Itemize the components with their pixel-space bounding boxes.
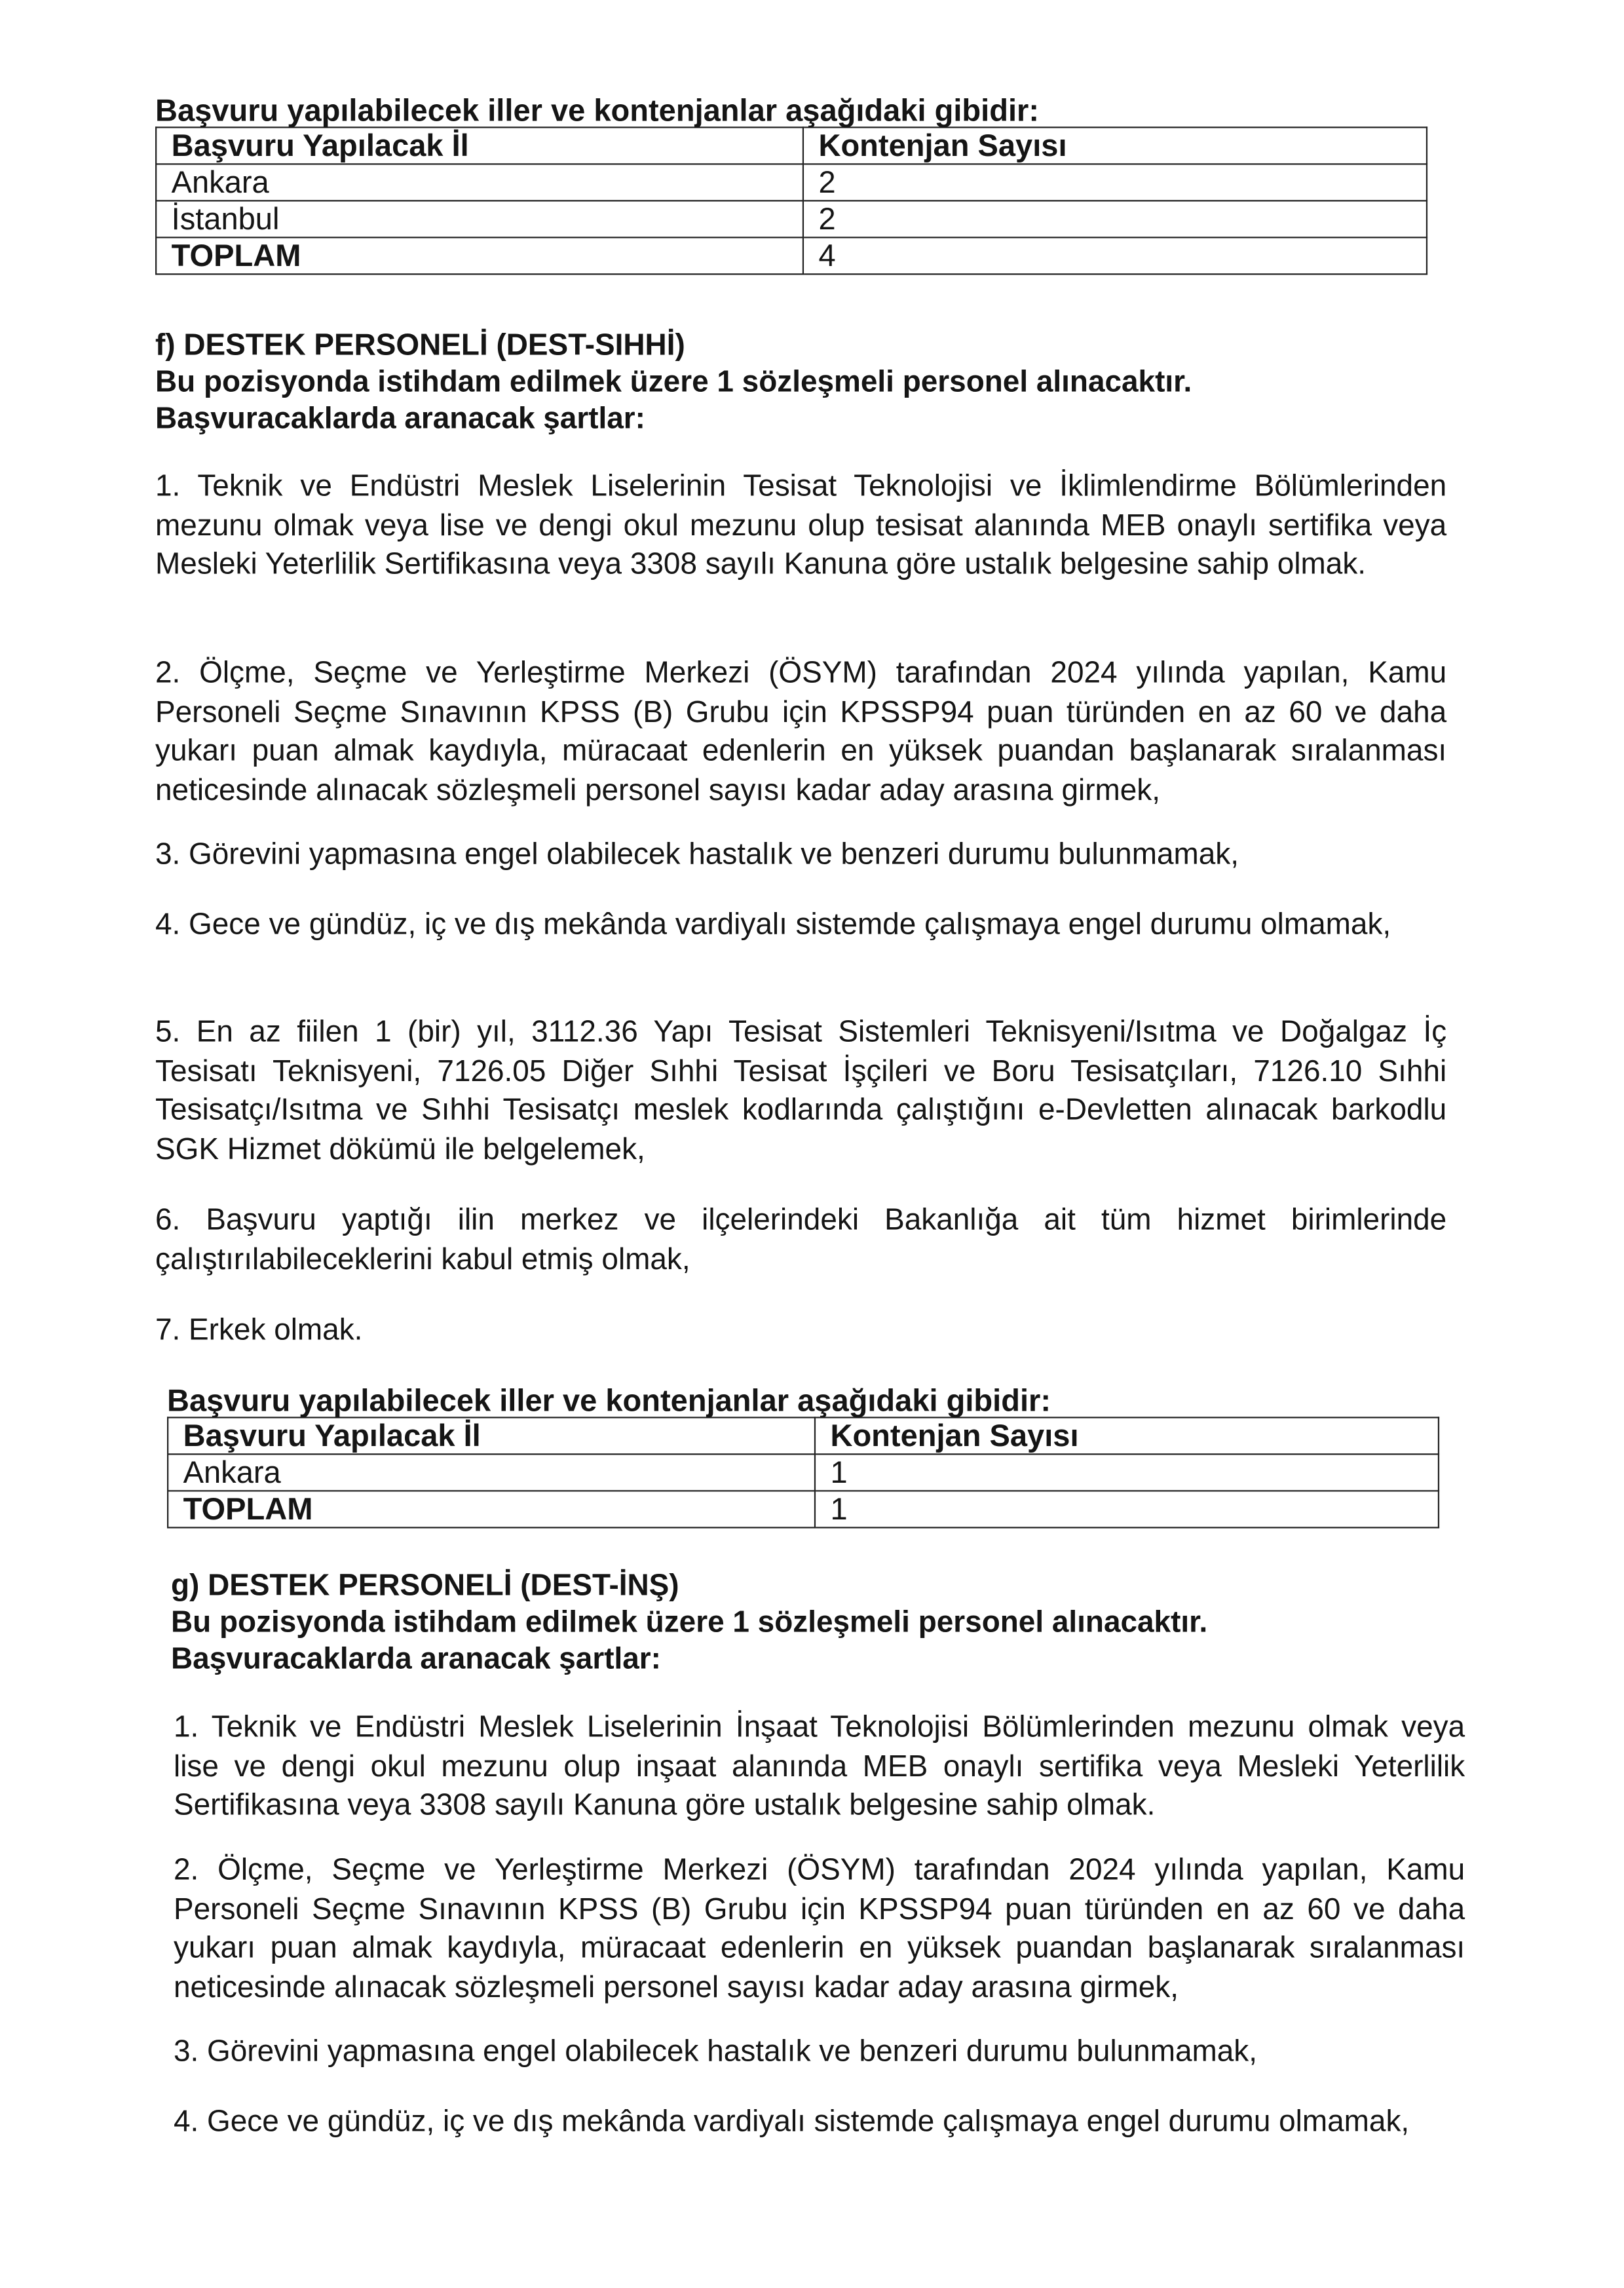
table-header-row bbox=[156, 127, 1427, 164]
column-header-il: Başvuru Yapılacak İl bbox=[156, 127, 803, 164]
section-f-items bbox=[155, 655, 1624, 810]
section-g-conditions-heading: Başvuracaklarda aranacak şartlar: bbox=[171, 1642, 661, 1676]
cell-total-label: TOPLAM bbox=[156, 237, 803, 274]
table-total-row bbox=[156, 237, 1427, 274]
top-quota-block bbox=[155, 94, 1624, 275]
quota-table bbox=[155, 126, 1427, 275]
section-f-heading: f) DESTEK PERSONELİ (DEST-SIHHİ) bbox=[155, 328, 685, 362]
quota-intro: Başvuru yapılabilecek iller ve kontenjanlar aşağıdaki gibidir: bbox=[167, 1384, 1051, 1419]
section-g-items bbox=[174, 1852, 1624, 2007]
section-f bbox=[155, 327, 1624, 437]
condition-item: 4. Gece ve gündüz, iç ve dış mekânda vardiyalı sistemde çalışmaya engel durumu olmamak, bbox=[174, 2105, 1410, 2139]
cell-kontenjan: 1 bbox=[815, 1454, 1439, 1491]
table-header-row bbox=[168, 1417, 1439, 1454]
condition-item: 1. Teknik ve Endüstri Meslek Liselerinin Tesisat Teknolojisi ve İklimlendirme Bölümlerinden mezunu olmak veya lise ve dengi okul mezunu olup tesisat alanında MEB onaylı sertifika veya Mesleki Yeterlilik Sertifikasına veya 3308 sayılı Kanuna göre ustalık belgesine sahip olmak. bbox=[155, 469, 1447, 581]
column-header-il: Başvuru Yapılacak İl bbox=[168, 1417, 815, 1454]
section-f-items bbox=[155, 1014, 1624, 1169]
section-g-heading: g) DESTEK PERSONELİ (DEST-İNŞ) bbox=[171, 1569, 679, 1603]
section-f-items bbox=[155, 906, 1624, 945]
section-g-subheading: Bu pozisyonda istihdam edilmek üzere 1 sözleşmeli personel alınacaktır. bbox=[171, 1605, 1208, 1639]
condition-item: 1. Teknik ve Endüstri Meslek Liselerinin İnşaat Teknolojisi Bölümlerinden mezunu olmak veya lise ve dengi okul mezunu olup inşaat alanında MEB onaylı sertifika veya Mesleki Yeterlilik Sertifikasına veya 3308 sayılı Kanuna göre ustalık belgesine sahip olmak. bbox=[174, 1710, 1465, 1822]
cell-il: İstanbul bbox=[156, 200, 803, 237]
cell-il: Ankara bbox=[168, 1454, 815, 1491]
cell-il: Ankara bbox=[156, 164, 803, 200]
section-f-subheading: Bu pozisyonda istihdam edilmek üzere 1 sözleşmeli personel alınacaktır. bbox=[155, 365, 1192, 399]
cell-total-value: 1 bbox=[815, 1491, 1439, 1527]
section-g-items bbox=[174, 2103, 1624, 2142]
table-row bbox=[156, 200, 1427, 237]
section-f-items bbox=[155, 1312, 1624, 1350]
section-f-quota-block bbox=[167, 1384, 1624, 1529]
section-f-items bbox=[155, 836, 1624, 875]
condition-item: 4. Gece ve gündüz, iç ve dış mekânda vardiyalı sistemde çalışmaya engel durumu olmamak, bbox=[155, 907, 1391, 942]
condition-item: 3. Görevini yapmasına engel olabilecek hastalık ve benzeri durumu bulunmamak, bbox=[155, 837, 1239, 871]
condition-item: 7. Erkek olmak. bbox=[155, 1313, 363, 1347]
condition-item: 2. Ölçme, Seçme ve Yerleştirme Merkezi (ÖSYM) tarafından 2024 yılında yapılan, Kamu Personeli Seçme Sınavının KPSS (B) Grubu için KPSSP94 puan türünden en az 60 ve daha yukarı puan almak kaydıyla, müracaat edenlerin en yüksek puandan başlanarak sıralanması neticesinde alınacak sözleşmeli personel sayısı kadar aday arasına girmek, bbox=[174, 1853, 1465, 2004]
quota-intro: Başvuru yapılabilecek iller ve kontenjanlar aşağıdaki gibidir: bbox=[155, 94, 1040, 128]
section-g bbox=[171, 1567, 1624, 1677]
section-f-conditions-heading: Başvuracaklarda aranacak şartlar: bbox=[155, 402, 645, 436]
section-g-items bbox=[174, 2033, 1624, 2072]
section-f-items bbox=[155, 1202, 1624, 1280]
cell-kontenjan: 2 bbox=[803, 164, 1427, 200]
condition-item: 6. Başvuru yaptığı ilin merkez ve ilçelerindeki Bakanlığa ait tüm hizmet birimlerinde çalıştırılabileceklerini kabul etmiş olmak, bbox=[155, 1203, 1447, 1276]
table-row bbox=[168, 1454, 1439, 1491]
cell-total-label: TOPLAM bbox=[168, 1491, 815, 1527]
cell-total-value: 4 bbox=[803, 237, 1427, 274]
condition-item: 2. Ölçme, Seçme ve Yerleştirme Merkezi (ÖSYM) tarafından 2024 yılında yapılan, Kamu Personeli Seçme Sınavının KPSS (B) Grubu için KPSSP94 puan türünden en az 60 ve daha yukarı puan almak kaydıyla, müracaat edenlerin en yüksek puandan başlanarak sıralanması neticesinde alınacak sözleşmeli personel sayısı kadar aday arasına girmek, bbox=[155, 656, 1447, 807]
quota-table bbox=[167, 1417, 1439, 1528]
section-g-items bbox=[174, 1709, 1624, 1825]
column-header-kontenjan: Kontenjan Sayısı bbox=[815, 1417, 1439, 1454]
section-f-items bbox=[155, 468, 1624, 584]
table-row bbox=[156, 164, 1427, 200]
table-total-row bbox=[168, 1491, 1439, 1527]
condition-item: 3. Görevini yapmasına engel olabilecek hastalık ve benzeri durumu bulunmamak, bbox=[174, 2034, 1258, 2069]
condition-item: 5. En az fiilen 1 (bir) yıl, 3112.36 Yapı Tesisat Sistemleri Teknisyeni/Isıtma ve Doğalgaz İç Tesisatı Teknisyeni, 7126.05 Diğer Sıhhi Tesisat İşçileri ve Boru Tesisatçıları, 7126.10 Sıhhi Tesisatçı/Isıtma ve Sıhhi Tesisatçı meslek kodlarında çalıştığını e-Devletten alınacak barkodlu SGK Hizmet dökümü ile belgelemek, bbox=[155, 1015, 1447, 1166]
cell-kontenjan: 2 bbox=[803, 200, 1427, 237]
column-header-kontenjan: Kontenjan Sayısı bbox=[803, 127, 1427, 164]
